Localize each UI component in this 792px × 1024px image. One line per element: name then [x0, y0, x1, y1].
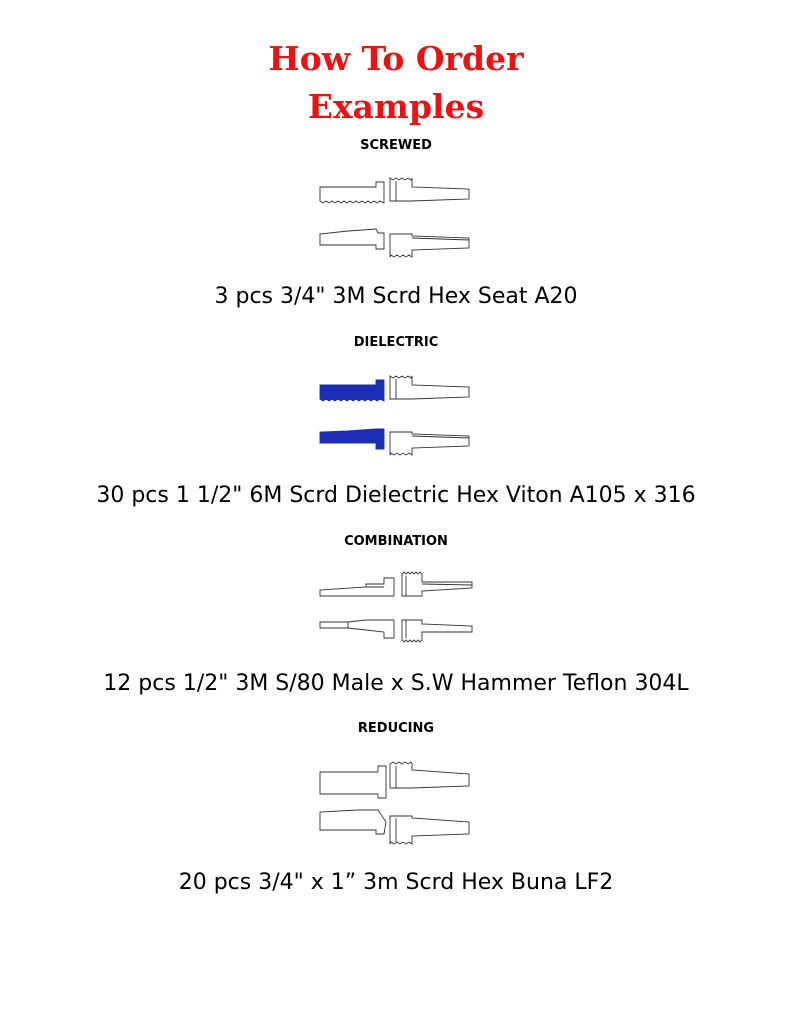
order-example-combination: 12 pcs 1/2" 3M S/80 Male x S.W Hammer Teflon 304L — [103, 671, 689, 696]
page-title-line-2: Examples — [307, 87, 485, 126]
screwed-union-diagram — [318, 176, 474, 260]
dielectric-union-diagram — [318, 374, 474, 458]
section-label-combination: COMBINATION — [344, 534, 448, 549]
section-label-reducing: REDUCING — [357, 721, 435, 736]
section-label-dielectric: DIELECTRIC — [353, 335, 439, 350]
order-example-reducing: 20 pcs 3/4" x 1” 3m Scrd Hex Buna LF2 — [178, 870, 614, 895]
reducing-union-diagram — [318, 760, 474, 848]
order-example-dielectric: 30 pcs 1 1/2" 6M Scrd Dielectric Hex Viton A105 x 316 — [96, 483, 696, 508]
section-label-screwed: SCREWED — [360, 138, 432, 153]
page-title-line-1: How To Order — [268, 39, 524, 78]
combination-union-diagram — [318, 570, 478, 646]
order-example-screwed: 3 pcs 3/4" 3M Scrd Hex Seat A20 — [214, 284, 578, 309]
